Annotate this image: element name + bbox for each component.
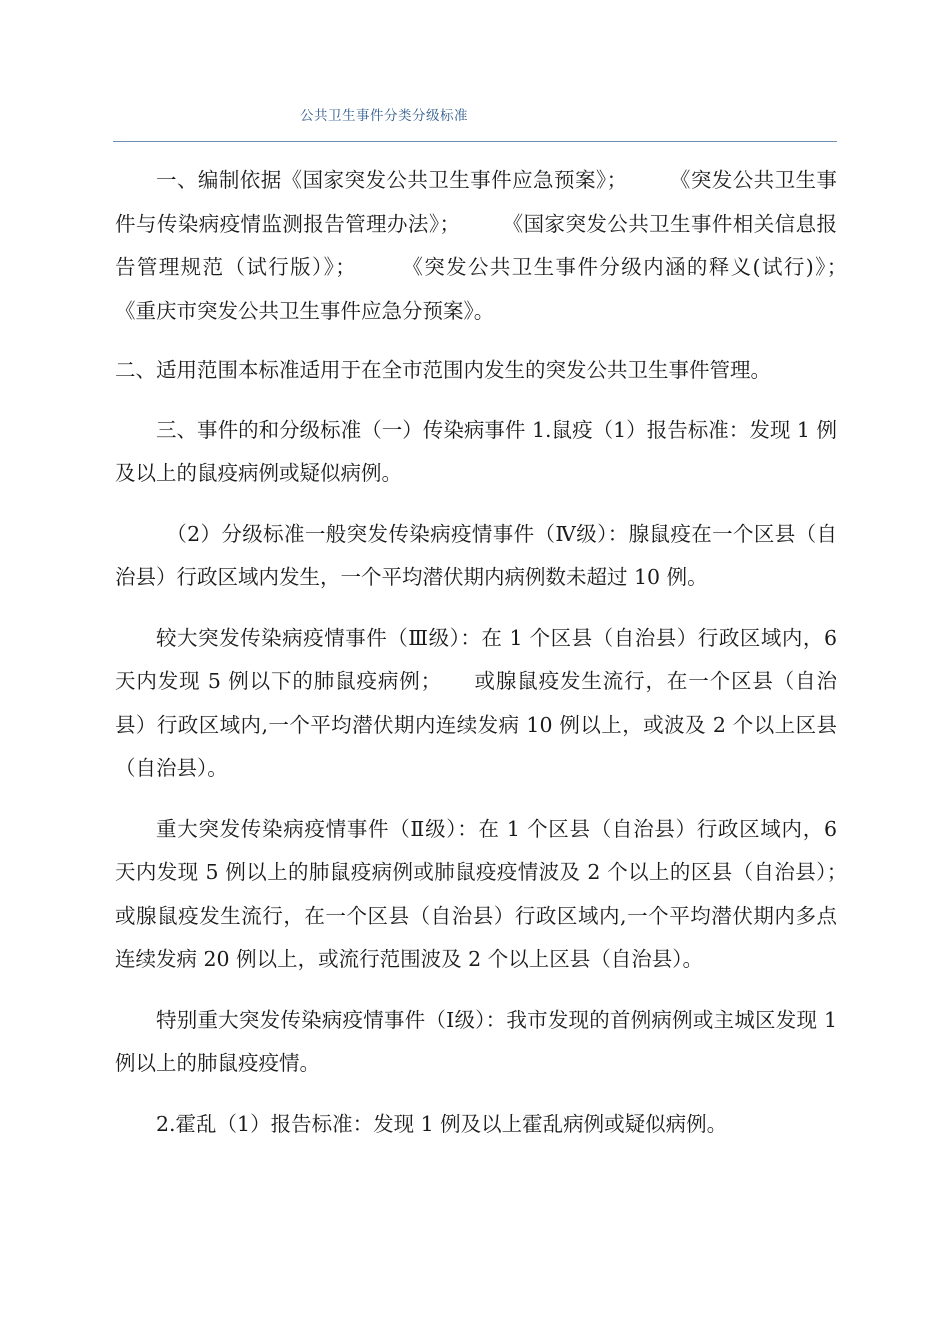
running-header: 公共卫生事件分类分级标准 (300, 108, 468, 124)
paragraph-plague-level-2: 重大突发传染病疫情事件（Ⅱ级）：在 1 个区县（自治县）行政区域内，6 天内发现 5 例以上的肺鼠疫病例或肺鼠疫疫情波及 2 个以上的区县（自治县）； 或腺鼠疫发生流行，在一个区县（自治县）行政区域内,一个平均潜伏期内多点连续发病 20 例以上，或流行范围波及 2 个以上区县（自治县）。 (115, 816, 878, 971)
paragraph-basis: 一、编制依据《国家突发公共卫生事件应急预案》； 《突发公共卫生事件与传染病疫情监测报告管理办法》； 《国家突发公共卫生事件相关信息报告管理规范（试行版）》； 《突发公共卫生事件分级内涵的释义(试行)》； 《重庆市突发公共卫生事件应急分预案》。 (115, 168, 899, 323)
paragraph-scope: 二、适用范围本标准适用于在全市范围内发生的突发公共卫生事件管理。 (115, 358, 771, 382)
paragraph-cholera-report: 2.霍乱（1）报告标准：发现 1 例及以上霍乱病例或疑似病例。 (156, 1111, 728, 1136)
paragraph-plague-level-1: 特别重大突发传染病疫情事件（Ⅰ级）：我市发现的首例病例或主城区发现 1 例以上的肺鼠疫疫情。 (115, 1007, 837, 1075)
paragraph-plague-level-3: 较大突发传染病疫情事件（Ⅲ级）：在 1 个区县（自治县）行政区域内，6 天内发现 5 例以下的肺鼠疫病例； 或腺鼠疫发生流行，在一个区县（自治县）行政区域内,一个平均潜伏期内连续发病 10 例以上，或波及 2 个以上区县（自治县）。 (115, 625, 837, 780)
paragraph-plague-level-4: （2）分级标准一般突发传染病疫情事件（Ⅳ级）：腺鼠疫在一个区县（自治县）行政区域内发生，一个平均潜伏期内病例数未超过 10 例。 (115, 521, 837, 589)
header-divider (113, 141, 837, 142)
paragraph-plague-report: 三、事件的和分级标准（一）传染病事件 1.鼠疫（1）报告标准：发现 1 例及以上的鼠疫病例或疑似病例。 (115, 417, 837, 485)
document-body (115, 159, 899, 1146)
